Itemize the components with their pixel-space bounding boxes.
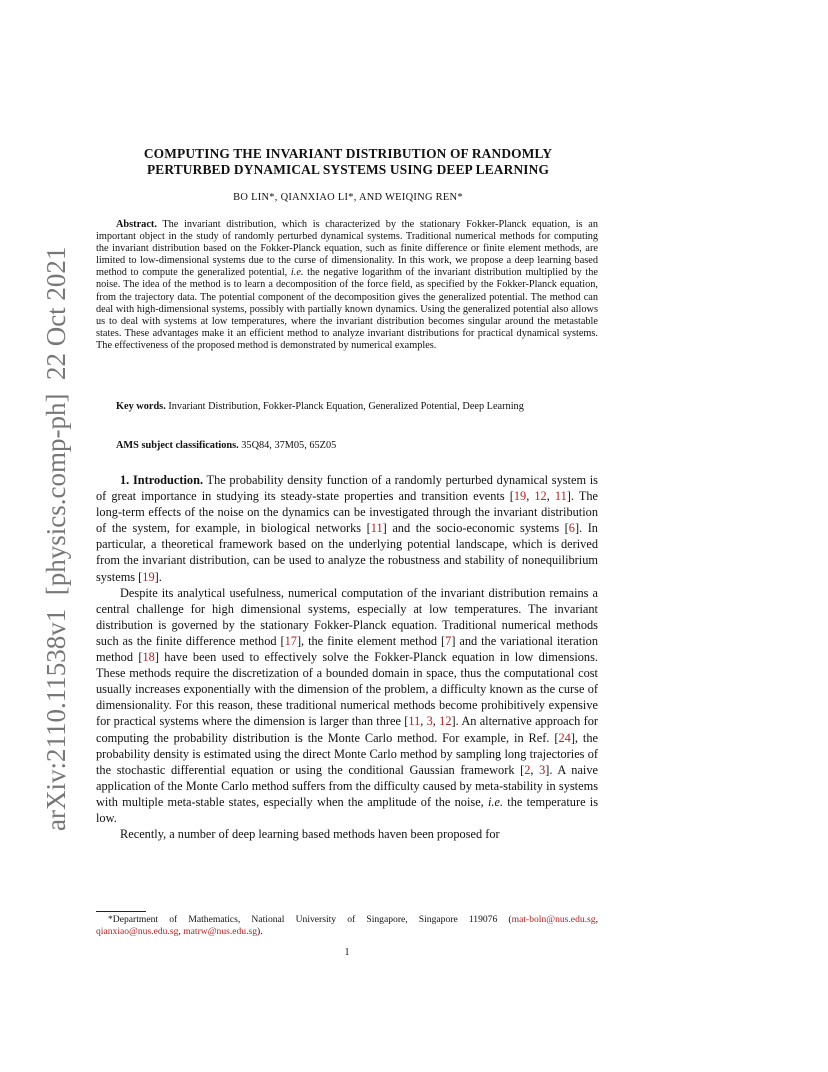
intro-text: ] and the variational iteration method [ xyxy=(96,633,598,665)
citation-link[interactable]: 11 xyxy=(370,521,383,536)
footnote-text: *Department of Mathematics, National University of Singapore, Singapore 119076 ( xyxy=(108,914,512,925)
title-line-1: COMPUTING THE INVARIANT DISTRIBUTION OF RANDOMLY xyxy=(143,146,553,161)
citation-link[interactable]: 24 xyxy=(558,730,571,745)
citation-link[interactable]: 6 xyxy=(568,521,575,536)
email-link[interactable]: matrw@nus.edu.sg xyxy=(183,926,258,937)
intro-paragraph-3: Recently, a number of deep learning based methods haven been proposed for xyxy=(120,827,500,842)
abstract-text-2: the negative logarithm of the invariant distribution multiplied by the noise. The idea of the method is to learn a decomposition of the force field, as specified by the Fokker-Planck equation, from the trajectory data. The potential component of the decomposition gives the generalized potential. The method can deal with high-dimensional systems, possibly with partially known dynamics. Using the generalized potential also allows us to deal with systems at low temperatures, where the invariant distribution becomes singular around the metastable states. These advantages make it an efficient method to analyze invariant distributions for practical dynamical systems. The effectiveness of the proposed method is demonstrated by numerical examples. xyxy=(96,267,598,351)
intro-text: , xyxy=(546,489,555,504)
intro-text: ] and the socio-economic systems [ xyxy=(382,521,569,536)
intro-ie: i.e. xyxy=(487,794,504,809)
intro-text: , xyxy=(526,489,535,504)
arxiv-category: [physics.comp-ph] xyxy=(41,393,71,596)
ams-label: AMS subject classifications. xyxy=(116,440,239,451)
ams-text: 35Q84, 37M05, 65Z05 xyxy=(241,440,337,451)
author-list: BO LIN*, QIANXIAO LI*, AND WEIQING REN* xyxy=(233,192,463,203)
keywords xyxy=(96,401,598,413)
intro-paragraph-1 xyxy=(96,472,598,585)
citation-link[interactable]: 7 xyxy=(445,633,452,648)
intro-text: ], the probability density is estimated using the direct Monte Carlo method by sampling long trajectories of the stochastic differential equation or using the conditional Gaussian framework [ xyxy=(96,730,598,777)
intro-text: , xyxy=(432,714,440,729)
citation-link[interactable]: 3 xyxy=(426,714,433,729)
arxiv-sidebar-stamp xyxy=(38,231,74,831)
footnote-sep: , xyxy=(178,926,184,937)
citation-link[interactable]: 18 xyxy=(142,650,155,665)
citation-link[interactable]: 19 xyxy=(513,489,527,504)
introduction-section xyxy=(96,472,598,842)
citation-link[interactable]: 2 xyxy=(524,762,531,777)
abstract-text-1: The invariant distribution, which is characterized by the stationary Fokker-Planck equation, is an important object in the study of randomly perturbed dynamical systems. Traditional numerical methods for computing the invariant distribution based on the Fokker-Planck equation, such as finite difference or finite element methods, are limited to low-dimensional systems due to the curse of dimensionality. In this work, we propose a deep learning based method to compute the generalized potential, xyxy=(96,219,598,279)
intro-text: ]. In particular, a theoretical framework based on the underlying potential landscape, which is derived from the invariant distribution, can be used to analyze the robustness and stability of nonequilibrium systems [ xyxy=(96,521,598,584)
ams-classifications xyxy=(116,440,596,452)
paper-title xyxy=(96,146,600,178)
arxiv-id: arXiv:2110.11538v1 xyxy=(41,608,71,831)
intro-text: , xyxy=(420,714,427,729)
intro-text: ]. xyxy=(154,569,162,584)
footnote-end: ). xyxy=(257,926,263,937)
email-link[interactable]: qianxiao@nus.edu.sg xyxy=(96,926,179,937)
abstract-ie: i.e. xyxy=(290,267,304,279)
intro-text: ]. A naive application of the Monte Carlo method suffers from the difficulty caused by meta-stability in systems with multiple meta-stable states, especially when the amplitude of the noise, xyxy=(96,762,599,809)
footnote-rule xyxy=(96,911,146,912)
abstract xyxy=(96,219,598,352)
footnote-sep: , xyxy=(595,914,598,925)
intro-text: ], the finite element method [ xyxy=(296,633,446,648)
affiliation-footnote xyxy=(96,914,598,938)
citation-link[interactable]: 11 xyxy=(554,489,567,504)
intro-text: ]. An alternative approach for computing the probability distribution is the Monte Carlo method. For example, in Ref. [ xyxy=(96,714,598,745)
citation-link[interactable]: 11 xyxy=(408,714,421,729)
citation-link[interactable]: 12 xyxy=(534,489,547,504)
arxiv-date: 22 Oct 2021 xyxy=(41,246,71,381)
intro-text: The probability density function of a randomly perturbed dynamical system is of great importance in studying its steady-state properties and transition events [ xyxy=(96,473,598,504)
page-number: 1 xyxy=(344,947,350,958)
section-heading: 1. Introduction. xyxy=(120,473,204,487)
intro-text: , xyxy=(530,762,540,777)
abstract-label: Abstract. xyxy=(116,219,157,230)
keywords-label: Key words. xyxy=(116,401,166,412)
intro-paragraph-2 xyxy=(96,585,598,826)
intro-text: ]. The long-term effects of the noise on the dynamics can be investigated through the invariant distribution of the system, for example, in biological networks [ xyxy=(96,489,599,536)
citation-link[interactable]: 19 xyxy=(142,569,155,584)
citation-link[interactable]: 3 xyxy=(539,762,546,777)
intro-text: the temperature is low. xyxy=(96,794,599,825)
citation-link[interactable]: 17 xyxy=(284,633,297,648)
keywords-text: Invariant Distribution, Fokker-Planck Equation, Generalized Potential, Deep Learning xyxy=(168,401,524,412)
intro-text: Despite its analytical usefulness, numerical computation of the invariant distribution remains a central challenge for high dimensional systems, especially at low temperatures. The invariant distribution is governed by the stationary Fokker-Planck equation. Traditional numerical methods such as the finite difference method [ xyxy=(96,585,598,648)
citation-link[interactable]: 12 xyxy=(439,714,452,729)
title-line-2: PERTURBED DYNAMICAL SYSTEMS USING DEEP LEARNING xyxy=(146,162,550,177)
email-link[interactable]: mat-boln@nus.edu.sg xyxy=(511,914,596,925)
intro-text: ] have been used to effectively solve the Fokker-Planck equation in low dimensions. These methods require the discretization of a bounded domain in space, thus the computational cost usually increases exponentially with the dimension of the problem, a difficulty known as the curse of dimensionality. For this reason, these traditional numerical methods become prohibitively expensive for practical systems where the dimension is larger than three [ xyxy=(96,650,598,729)
